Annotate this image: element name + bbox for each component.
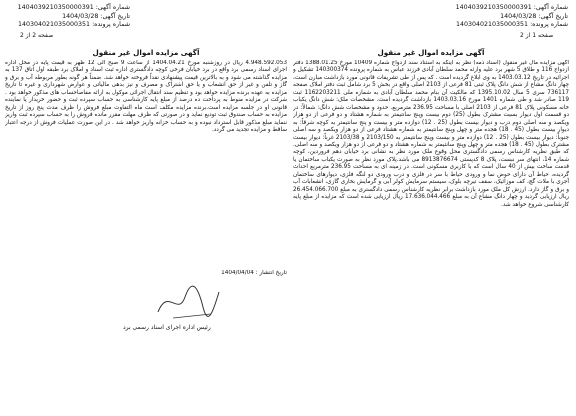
right-column [291, 0, 571, 416]
page-number-right: صفحه 1 از 2 [520, 32, 554, 39]
left-heading: آگهی مزایده اموال غیر منقول [92, 48, 200, 57]
signature-role-left: رئیس اداره اجرای اسناد رسمی برد [123, 324, 211, 331]
file-number: شماره پرونده: 140304021035000351 [455, 21, 568, 29]
right-heading: آگهی مزایده اموال غیر منقول [377, 48, 485, 57]
notice-number: شماره آگهی: 1404039210350000391 [455, 4, 568, 11]
publish-date: تاریخ انتشار : 1404/04/04 [221, 270, 287, 276]
left-body: 4.948.592.053 ریال در روزشنبه مورخ 1404.04.21 از ساعت 9 صبح الی 12 ظهر به قیمت پایه در محل اداره اجرای اسناد رسمی برد واقع در برد خیابان فرخی کوچه دادگستری اداره ثبت اسناد و املاک برد طبقه اول اتاق 137 به مزایده گذاشته می شود و به بالاترین قیمت پیشنهادی نقداً فروخته خواهد شد. ضمناً هر گونه بطور مربوطه آب و برق و گاز و تلفن و غیر از حق انشعاب و یا حق اشتراک و مصرف و نیز بدهی مالیاتی و عوارض شهرداری و غیره تا تاریخ مزایده به عهده برنده مزایده خواهد بود و تنظیم سند انتقال اجرائی موکول به ارائه مفاصاحساب های مذکور خواهد بود . شرکت در مزایده منوط به پرداخت ده درصد از مبلغ پایه کارشناسی به حساب سپرده ثبت و حضور خریدار یا نماینده قانونی او در جلسه مزایده است.برنده مزایده مکلف است ماه التفاوت مبلغ فروش را ظرف مدت پنج روز از تاریخ مزایده به حساب صندوق ثبت تودیع نماید و در صورتی که ظرف مهلت مقرر مانده فروش را به حساب سپرده ثبت واریز ننماید مبلغ مذکور قابل استرداد نبوده و به حساب خزانه واریز خواهد شد . در این صورت عملیات فروش از درجه اعتبار ساقط و مزایده تجدید می گردد. [5, 60, 287, 134]
left-column [3, 0, 289, 416]
page-number-left: صفحه 2 از 2 [20, 32, 54, 39]
notice-date: تاریخ آگهی: 1404/03/28 [62, 12, 130, 20]
file-number: شماره پرونده: 140304021035000351 [17, 21, 130, 29]
notice-date: تاریخ آگهی: 1404/03/28 [500, 12, 568, 20]
right-body: آگهی مزایده مال غیر منقول (اسناد ذمه) نظر به اینکه به استناد سند ازدواج شماره 10409 مورخ 1388.01.25 دفتر ازدواج 116 و طلاق 5 شهر برد علیه وارثه محمد سلطان آبادی فرزند عباس به شماره پرونده 140300374 تشکیل و اجرائیه در تاریخ 1403.03.12 به وی ابلاغ گردیده است . که پس از طی تشریفات قانونی مورد بازداشت مبارن است، چهار دانگ مشاع از شش دانگ پلاک ثبتی 81 فرعی از 2103 اصلی واقع در بخش 5 برد شامل ثبت دفتر املاک صفحه 736117 سری 5 سال 1395.10.02 که مالکیت آن بنام محمد سلطان آبادی به شماره ملی 1162203211 ثبت 119 صادر شد و طی شماره 1401 مورخ 1403.03.16 بازداشت گردیده است. مشخصات ملک: شش دانگ یکباب خانه مسکونی پلاک 81 فرعی از 2103 اصلی با مساحت 236.95 مترمربع. حدود و مشخصات شش دانگ: شمالاً: در دو قسمت اول دیوار بسیت مشترک بطول (25) دوم بیست وپنج سانتیمتر به شماره هشتاد و دو فرعی از دو هزار ویکصد و سه اصلی دوم درب و دیوار بیست بطول (25 . 12) دوازده متر و بیست و پنج سانتیمتر به کوچه شرقاً: به دیوار بیست بطول (45 . 18) هجده متر و چهل وپنج سانتیمتر به شماره هشتاد فرعی از دو هزار ویکصد و سه اصلی جنوباً: دیوار بیست بطول (25 . 12) دوازده متر و بیست وپنج سانتیمتر به 2103/150 و 2103/38 غرباً: دیوار بیست مشترک بطول (45 . 18) هجده متر و چهل وپنج سانتیمتر به شماره هشتاد و دو فرعی از دو هزار ویکصد و سه اصلی. که طبق نظریه کارشناس رسمی دادگستری محل وقوع ملک مورد نظر به نشانی برد خیابان دهم فروردین، کوچه شماره 14، انتهای سر نبست، پلاک 8 کدپستی 8913876674 می باشد.پلاک مورد نظر به صورت یکباب ساختمان یا قدمت ساخت بیش از 40 سال است که با کاربری مسکونی است. در زمینه ای به مساحت 236.95 مترمربع احداث گردیده، حیاط آن دارای حوض نما و ورودی حیاط با سر در فلزی و درب ورودی دو لنگه فلزی، دیوارهای ساختمان آجری با ملات گچ، کف موزائیک، سقف تیرچه بلوک، سیستم سرمایش کولر آبی و گرمایش بخاری گازی، انشعابات آب و برق و گاز دارد. ارزش کل ملک مورد بازداشت برابر نظریه کارشناس رسمی دادگستری به مبلغ 26.454.066.700 ریال ارزیابی گردید و چهار دانگ مشاع آن به مبلغ 17.636.044.466 ریال ارزیابی شده است که مزایده از مبلغ پایه کارشناسی شروع خواهد شد. [293, 60, 569, 208]
signature-left [153, 282, 223, 322]
notice-number: شماره آگهی: 1404039210350000391 [17, 4, 130, 11]
